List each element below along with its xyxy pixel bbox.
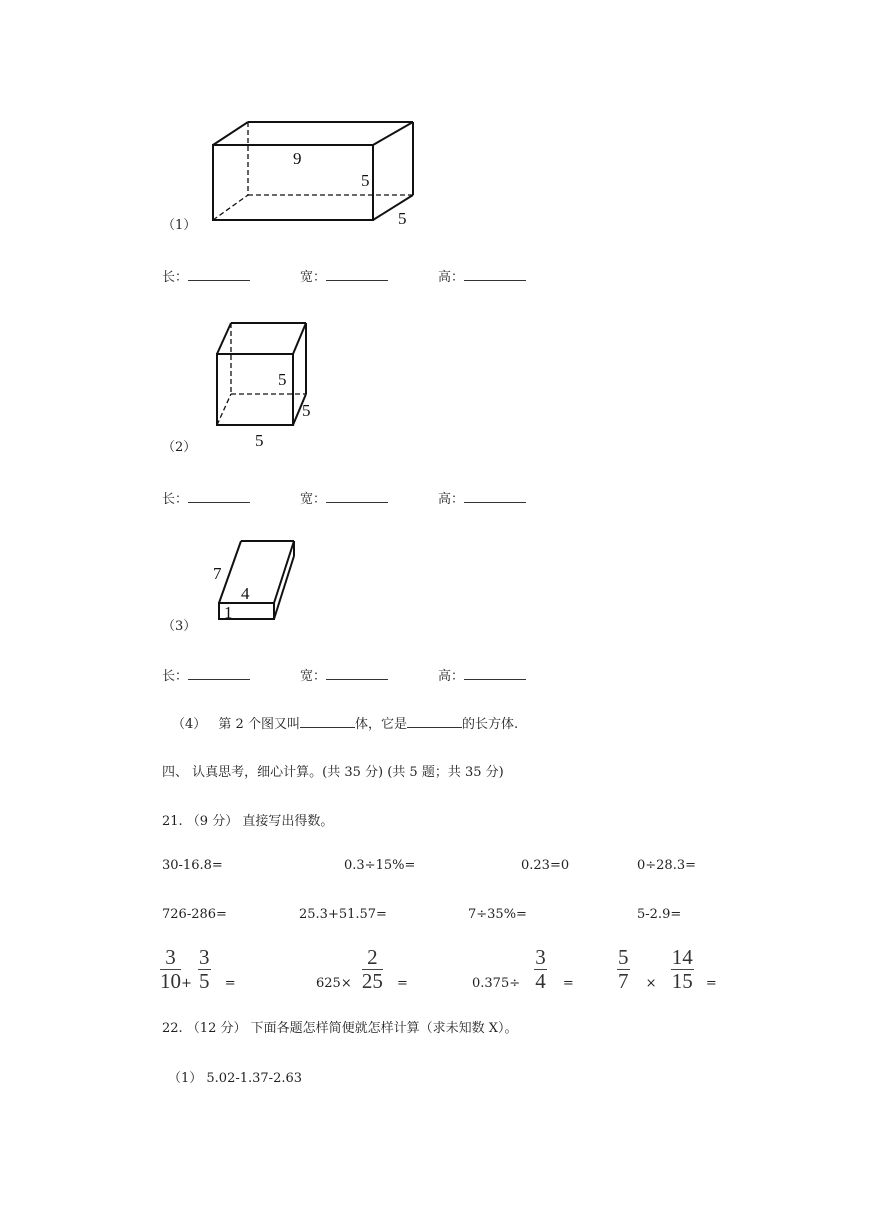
fig3-height-label: 1	[224, 603, 233, 622]
width-blank[interactable]	[326, 268, 388, 281]
question-4-text-3: 的长方体.	[461, 717, 519, 732]
length-blank[interactable]	[188, 268, 250, 281]
question-4-text-2: 体，它是	[354, 717, 407, 732]
width-blank[interactable]	[326, 667, 388, 680]
length-label: 长：	[162, 669, 189, 684]
height-label: 高：	[438, 669, 465, 684]
calc-row3-item4: $\frac{5}{7}$ × $\frac{14}{15}$ =	[618, 945, 717, 993]
figure-2-number: （2）	[162, 440, 197, 455]
fraction: $\frac{2}{25}$	[361, 945, 383, 993]
answer-row-3-height	[438, 665, 526, 684]
figure-3-number: （3）	[162, 619, 197, 634]
fraction: $\frac{14}{15}$	[671, 945, 693, 993]
height-blank[interactable]	[464, 490, 526, 503]
width-label: 宽：	[300, 492, 327, 507]
question-22-item-1: （1） 5.02-1.37-2.63	[168, 1071, 303, 1086]
answer-row-3	[162, 665, 250, 684]
answer-row-3-width	[300, 665, 388, 684]
fig2-length-label: 5	[255, 431, 264, 450]
width-label: 宽：	[300, 270, 327, 285]
answer-row-1-height	[438, 266, 526, 285]
calc-row3-item2: 625× $\frac{2}{25}$ =	[316, 945, 408, 993]
fig1-height-label: 5	[361, 171, 370, 190]
width-blank[interactable]	[326, 490, 388, 503]
question-22-title: 22. （12 分） 下面各题怎样简便就怎样计算（求未知数 X）。	[162, 1021, 518, 1036]
calc-row1-item1: 30-16.8=	[162, 858, 223, 873]
calc-row1-item3: 0.23=0	[521, 858, 570, 873]
width-label: 宽：	[300, 669, 327, 684]
fraction: $\frac{3}{4}$	[535, 945, 546, 993]
fig2-width-label: 5	[302, 401, 311, 420]
answer-row-1	[162, 266, 250, 285]
calc-row2-item3: 7÷35%=	[468, 907, 527, 922]
fig1-length-label: 9	[293, 149, 302, 168]
fraction: $\frac{3}{5}$	[199, 945, 210, 993]
calc-row1-item2: 0.3÷15%=	[344, 858, 416, 873]
length-blank[interactable]	[188, 667, 250, 680]
figure-1-number: （1）	[162, 218, 197, 233]
answer-row-1-width	[300, 266, 388, 285]
question-21-title: 21. （9 分） 直接写出得数。	[162, 814, 334, 829]
height-label: 高：	[438, 492, 465, 507]
fraction: $\frac{3}{10}$	[160, 945, 181, 993]
question-4-number: （4）	[172, 717, 207, 732]
calc-row3-item1: $\frac{3}{10}$ + $\frac{3}{5}$ =	[160, 945, 236, 993]
cuboid-figure-1	[205, 115, 425, 230]
length-label: 长：	[162, 270, 189, 285]
height-blank[interactable]	[464, 268, 526, 281]
calc-row2-item4: 5-2.9=	[637, 907, 682, 922]
fig1-width-label: 5	[398, 209, 407, 228]
fig3-width-label: 4	[241, 584, 250, 603]
height-blank[interactable]	[464, 667, 526, 680]
calc-row2-item2: 25.3+51.57=	[299, 907, 387, 922]
calc-row2-item1: 726-286=	[162, 907, 227, 922]
question-4-text-1: 第 2 个图又叫	[218, 717, 300, 732]
fig2-height-label: 5	[278, 370, 287, 389]
fig3-length-label: 7	[213, 564, 222, 583]
length-label: 长：	[162, 492, 189, 507]
answer-row-2-width	[300, 488, 388, 507]
calc-row1-item4: 0÷28.3=	[637, 858, 697, 873]
cuboid-figure-3	[210, 535, 305, 630]
question-4-blank-2[interactable]	[407, 715, 462, 728]
fraction: $\frac{5}{7}$	[618, 945, 629, 993]
answer-row-2-height	[438, 488, 526, 507]
height-label: 高：	[438, 270, 465, 285]
question-4	[172, 713, 518, 732]
answer-row-2	[162, 488, 250, 507]
cube-figure-2	[210, 318, 320, 453]
section-4-heading: 四、 认真思考，细心计算。(共 35 分) (共 5 题；共 35 分)	[162, 765, 504, 780]
length-blank[interactable]	[188, 490, 250, 503]
calc-row3-item3: 0.375÷ $\frac{3}{4}$ =	[472, 945, 574, 993]
question-4-blank-1[interactable]	[300, 715, 355, 728]
